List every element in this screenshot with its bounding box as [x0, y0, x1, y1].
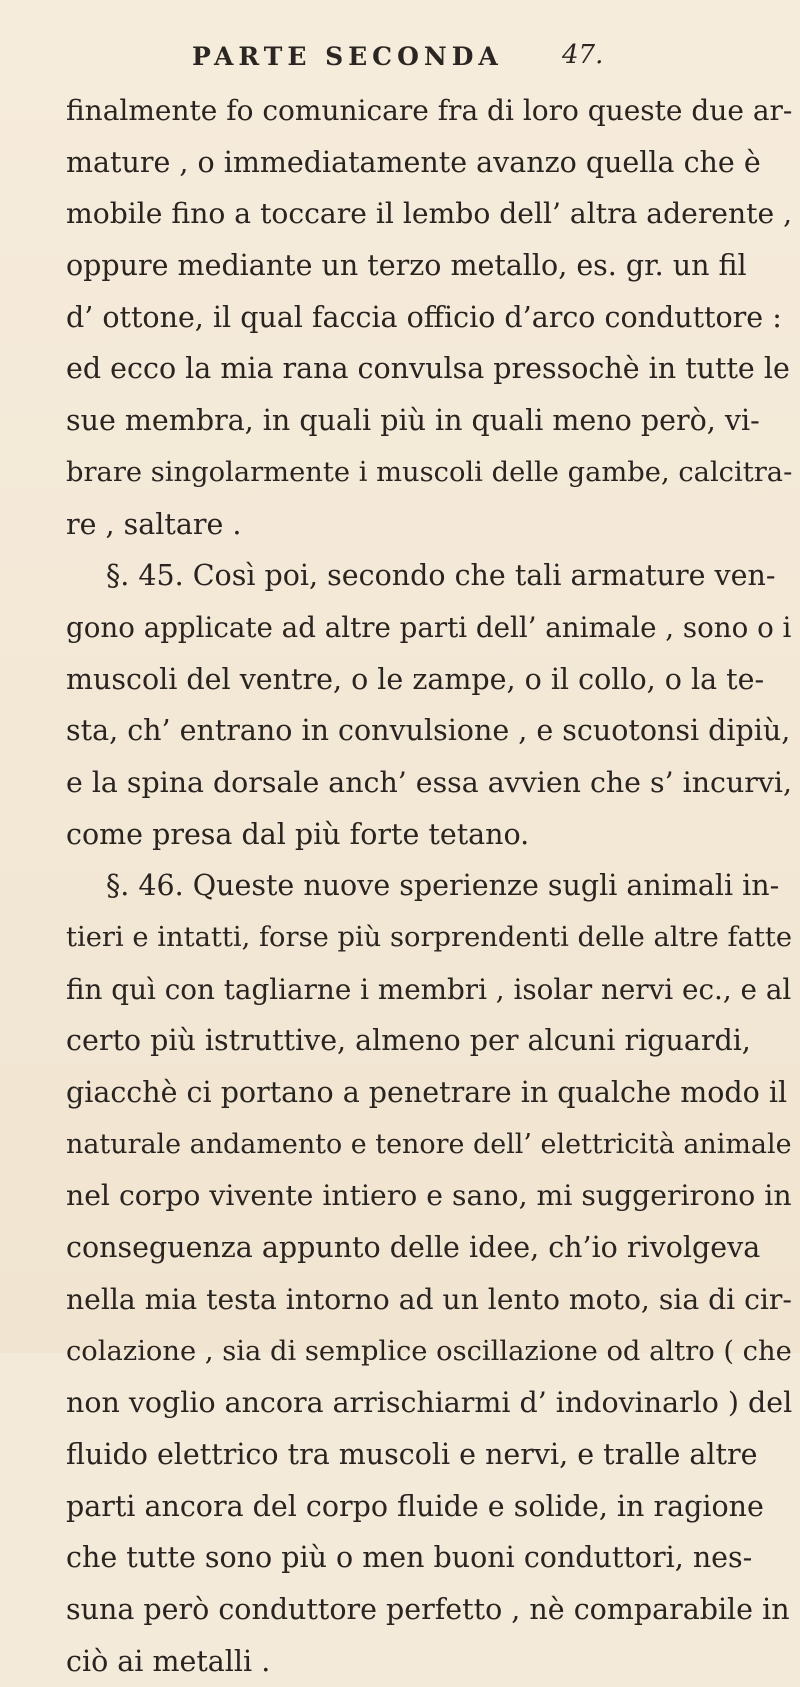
text-line: fin quì con tagliarne i membri , isolar nervi ec., e al [66, 972, 792, 1006]
text-line: d’ ottone, il qual faccia officio d’arco conduttore : [66, 300, 782, 334]
section-heading-line: §. 46. Queste nuove sperienze sugli animali in- [106, 869, 780, 903]
text-line: gono applicate ad altre parti dell’ animale , sono o i [66, 610, 792, 644]
text-line: conseguenza appunto delle idee, ch’io rivolgeva [66, 1231, 761, 1265]
running-head: PARTE SECONDA [192, 42, 503, 71]
text-line: e la spina dorsale anch’ essa avvien che s’ incurvi, [66, 765, 792, 799]
text-line: sue membra, in quali più in quali meno però, vi- [66, 404, 760, 438]
page-number: 47. [562, 40, 604, 70]
text-line: sta, ch’ entrano in convulsione , e scuotonsi dipiù, [66, 714, 791, 748]
text-line: tieri e intatti, forse più sorprendenti delle altre fatte [66, 922, 793, 953]
section-heading-line: §. 45. Così poi, secondo che tali armature ven- [106, 559, 776, 593]
text-line: certo più istruttive, almeno per alcuni riguardi, [66, 1024, 751, 1058]
text-line: fluido elettrico tra muscoli e nervi, e tralle altre [66, 1437, 758, 1471]
text-line: ed ecco la mia rana convulsa pressochè in tutte le [66, 352, 790, 386]
text-line: come presa dal più forte tetano. [66, 817, 530, 851]
text-line: re , saltare . [66, 507, 242, 541]
text-line: finalmente fo comunicare fra di loro queste due ar- [66, 94, 793, 127]
text-line: non voglio ancora arrischiarmi d’ indovinarlo ) del [66, 1386, 793, 1420]
text-line: brare singolarmente i muscoli delle gambe, calcitra- [66, 456, 793, 488]
text-line: parti ancora del corpo fluide e solide, in ragione [66, 1489, 764, 1523]
text-line: mature , o immediatamente avanzo quella che è [66, 145, 761, 179]
text-line: nel corpo vivente intiero e sano, mi suggerirono in [66, 1179, 792, 1213]
text-line: mobile fino a toccare il lembo dell’ altra aderente , [66, 197, 793, 231]
text-line: suna però conduttore perfetto , nè comparabile in [66, 1592, 790, 1626]
text-line: muscoli del ventre, o le zampe, o il collo, o la te- [66, 662, 765, 696]
text-line: nella mia testa intorno ad un lento moto, sia di cir- [66, 1282, 792, 1316]
text-line: oppure mediante un terzo metallo, es. gr. un fil [66, 249, 747, 283]
text-line: naturale andamento e tenore dell’ elettricità animale [66, 1128, 792, 1160]
text-line: che tutte sono più o men buoni conduttori, nes- [66, 1541, 753, 1575]
text-line: colazione , sia di semplice oscillazione od altro ( che [66, 1335, 792, 1367]
page-header [0, 40, 800, 90]
text-line: giacchè ci portano a penetrare in qualche modo il [66, 1076, 788, 1110]
text-line: ciò ai metalli . [66, 1644, 271, 1678]
body-text [66, 85, 796, 1687]
